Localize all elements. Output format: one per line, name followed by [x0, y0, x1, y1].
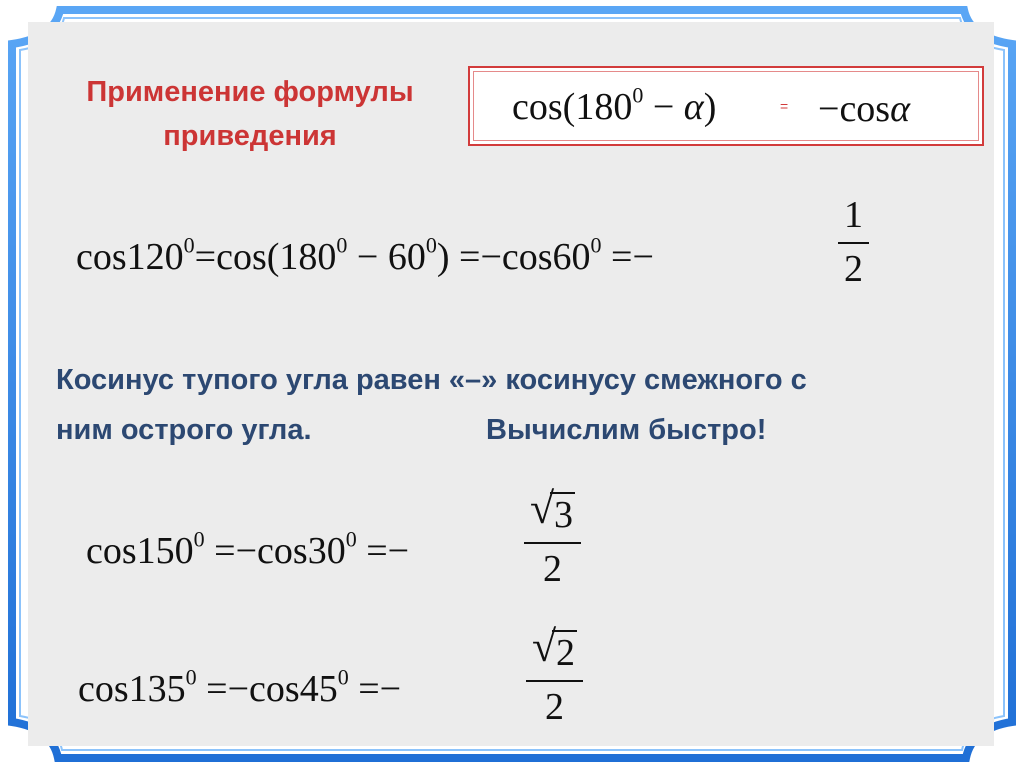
ex3-degree: 0	[185, 664, 197, 690]
ex3-neg: −	[227, 668, 250, 710]
ex1-degree: 0	[183, 232, 195, 258]
ex3-radical-sign: √	[532, 622, 557, 671]
ex1-eq1: =	[194, 236, 217, 278]
formula-lhs-degree: 0	[632, 82, 644, 108]
formula-lhs-close: )	[703, 86, 717, 128]
ex1-c-degree: 0	[590, 232, 602, 258]
example-2-equation	[86, 526, 410, 572]
formula-lhs-open: (	[562, 86, 576, 128]
ex2-radical-sign: √	[530, 484, 555, 533]
formula-rhs-minus: −	[818, 88, 840, 130]
ex2-b: 30	[307, 530, 346, 572]
ex3-neg2: −	[379, 668, 402, 710]
ex1-func3: cos	[501, 236, 553, 278]
example-3-equation	[78, 664, 402, 710]
formula-rhs-alpha: α	[890, 88, 911, 130]
ex2-denominator: 2	[543, 547, 562, 590]
formula-lhs-alpha: α	[683, 86, 704, 128]
ex2-neg2: −	[387, 530, 410, 572]
ex3-sqrt	[532, 622, 577, 674]
formula-equals: =	[780, 98, 789, 114]
ex3-eq1: =	[206, 668, 228, 710]
rule-text-line-2: ним острого угла.	[56, 414, 312, 446]
formula-rhs	[818, 90, 910, 128]
ex2-numerator	[524, 484, 581, 544]
formula-rhs-func: cos	[839, 88, 891, 130]
ex2-b-degree: 0	[345, 526, 357, 552]
rule-text-line-1: Косинус тупого угла равен «–» косинусу смежного с	[56, 364, 807, 396]
ex2-degree: 0	[193, 526, 205, 552]
ex3-eq2: =	[358, 668, 380, 710]
ex1-denominator: 2	[844, 247, 863, 290]
ex1-b: 60	[387, 236, 426, 278]
ex1-eq3: =	[611, 236, 633, 278]
ex2-radicand: 3	[550, 492, 575, 536]
formula-lhs-minus: −	[652, 86, 675, 128]
formula-lhs-func: cos	[512, 86, 563, 128]
ex2-func2: cos	[257, 530, 308, 572]
ex2-angle: 150	[136, 530, 194, 572]
ex1-fraction	[838, 196, 869, 290]
ex1-open: (	[266, 236, 280, 278]
ex1-minus: −	[356, 236, 379, 278]
ex1-angle: 120	[126, 236, 184, 278]
ex1-func: cos	[76, 236, 127, 278]
ex1-close: )	[436, 236, 450, 278]
ex1-numerator: 1	[838, 196, 869, 244]
ex3-func: cos	[78, 668, 129, 710]
ex1-a: 180	[279, 236, 337, 278]
ex2-neg: −	[235, 530, 258, 572]
compute-fast-text: Вычислим быстро!	[486, 414, 767, 446]
formula-lhs-angle: 180	[575, 86, 633, 128]
ex1-a-degree: 0	[336, 232, 348, 258]
ex1-func2: cos	[216, 236, 267, 278]
ex2-sqrt	[530, 484, 575, 536]
ex1-neg2: −	[632, 236, 654, 278]
ex2-func: cos	[86, 530, 137, 572]
ex2-fraction	[524, 484, 581, 590]
ex3-fraction	[526, 622, 583, 728]
ex3-radicand: 2	[552, 630, 577, 674]
ex3-denominator: 2	[545, 685, 564, 728]
formula-lhs	[512, 82, 717, 128]
ex1-b-degree: 0	[425, 232, 437, 258]
example-1-equation	[76, 232, 654, 278]
ex2-eq2: =	[366, 530, 388, 572]
ex3-b-degree: 0	[337, 664, 349, 690]
ex2-eq1: =	[214, 530, 236, 572]
ex3-numerator	[526, 622, 583, 682]
ex3-b: 45	[299, 668, 338, 710]
ex1-eq2: =	[459, 236, 481, 278]
ex1-c: 60	[552, 236, 591, 278]
ex3-angle: 135	[128, 668, 186, 710]
slide-title: Применение формулы приведения	[86, 76, 414, 152]
ex3-func2: cos	[249, 668, 300, 710]
ex1-neg: −	[480, 236, 502, 278]
